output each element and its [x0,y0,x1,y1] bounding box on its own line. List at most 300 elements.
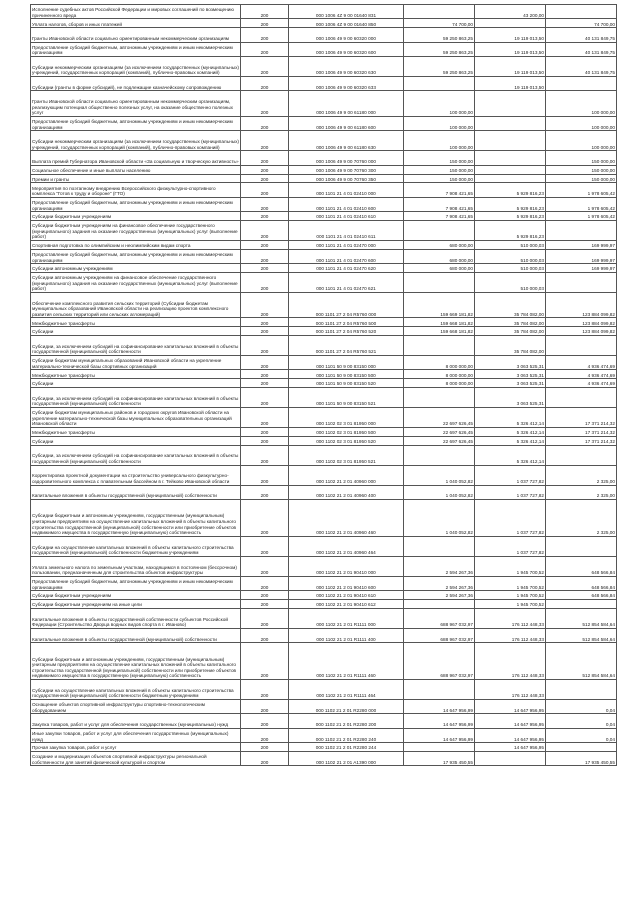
row-unexecuted-cell: 1 978 605,42 [546,212,617,221]
row-name-cell: Прочая закупка товаров, работ и услуг [31,743,241,752]
row-name-cell: Субсидии бюджетам муниципальных районов и городских округов Ивановской области на укрепление материально-технической базы муниципальных образовательных организаций Ивановской области [31,408,241,428]
row-executed-cell [475,751,546,765]
table-row [31,42,617,56]
budget-execution-table [30,4,617,766]
row-unexecuted-cell: 74 700,00 [546,19,617,28]
row-classification-code-cell: 000 1006 49 9 00 61180 000 [289,91,404,117]
row-executed-cell [475,165,546,174]
row-classification-code-cell: 000 1101 21 4 01 02470 000 [289,240,404,249]
row-executed-cell: 1 945 700,52 [475,556,546,576]
table-row [31,608,617,628]
row-name-cell: Спортивная подготовка по олимпийским и неолимпийским видам спорта [31,240,241,249]
row-classification-code-cell: 000 1101 21 4 01 02410 600 [289,197,404,211]
table-row [31,165,617,174]
row-classification-code-cell: 000 1102 21 2 01 R1111 460 [289,643,404,680]
row-classification-code-cell: 000 1101 21 4 01 02410 000 [289,183,404,197]
table-row [31,643,617,680]
row-code-cell: 200 [241,5,289,19]
row-unexecuted-cell: 169 999,97 [546,240,617,249]
row-code-cell: 200 [241,212,289,221]
row-name-cell: Субсидии [31,379,241,388]
row-code-cell: 200 [241,151,289,165]
row-code-cell: 200 [241,174,289,183]
row-classification-code-cell: 000 1102 21 2 01 90410 000 [289,556,404,576]
row-name-cell: Капитальные вложения в объекты государственной собственности субъектов Российской Федерации (Строительство Дворца водных видов спорта в г. Иваново) [31,608,241,628]
table-row [31,388,617,408]
row-unexecuted-cell: 0,04 [546,700,617,714]
row-classification-code-cell: 000 1102 21 2 01 40960 460 [289,500,404,537]
row-name-cell: Субсидии бюджетным учреждениям [31,591,241,600]
table-row [31,56,617,76]
row-code-cell: 200 [241,728,289,742]
row-approved-cell: 680 000,00 [404,249,475,263]
row-code-cell: 200 [241,591,289,600]
table-row [31,628,617,642]
row-code-cell: 200 [241,600,289,609]
row-name-cell: Субсидии [31,436,241,445]
row-name-cell: Гранты Ивановской области социально ориентированным некоммерческим организациям [31,28,241,42]
row-unexecuted-cell [546,336,617,356]
row-executed-cell: 510 000,03 [475,272,546,292]
row-approved-cell: 8 000 000,00 [404,356,475,370]
row-executed-cell: 35 784 082,00 [475,292,546,318]
row-executed-cell [475,19,546,28]
row-classification-code-cell: 000 1102 21 2 01 40960 464 [289,536,404,556]
row-name-cell: Закупка товаров, работ и услуг для обеспечения государственных (муниципальных) нужд [31,714,241,728]
table-row [31,700,617,714]
row-approved-cell [404,680,475,700]
row-classification-code-cell: 000 1102 21 2 01 R1111 000 [289,608,404,628]
row-name-cell: Субсидии бюджетным учреждениям [31,212,241,221]
row-code-cell: 200 [241,56,289,76]
row-classification-code-cell: 000 1101 27 2 04 R5760 520 [289,327,404,336]
row-classification-code-cell: 000 1102 21 2 01 R2280 240 [289,728,404,742]
row-executed-cell: 3 063 525,31 [475,356,546,370]
row-code-cell: 200 [241,91,289,117]
row-name-cell: Субсидии, за исключением субсидий на софинансирование капитальных вложений в объекты государственной (муниципальной) собственности [31,445,241,465]
table-row [31,428,617,437]
row-classification-code-cell: 000 1006 49 9 00 60320 600 [289,42,404,56]
row-code-cell: 200 [241,628,289,642]
row-classification-code-cell: 000 1101 27 2 04 R5760 521 [289,336,404,356]
row-code-cell: 200 [241,576,289,590]
row-classification-code-cell: 000 1006 49 9 00 70760 350 [289,174,404,183]
table-row [31,91,617,117]
table-body [31,5,617,766]
row-executed-cell: 176 112 448,33 [475,628,546,642]
row-code-cell: 200 [241,388,289,408]
row-executed-cell: 5 326 412,14 [475,408,546,428]
row-unexecuted-cell: 17 371 214,32 [546,428,617,437]
row-code-cell: 200 [241,220,289,240]
row-unexecuted-cell: 40 131 849,75 [546,28,617,42]
row-code-cell: 200 [241,370,289,379]
row-unexecuted-cell: 150 000,00 [546,165,617,174]
row-approved-cell: 59 250 863,25 [404,56,475,76]
row-classification-code-cell: 000 1101 50 9 00 83150 000 [289,356,404,370]
table-row [31,445,617,465]
row-name-cell: Субсидии некоммерческим организациям (за исключением государственных (муниципальных) учреждений, государственных корпораций (компаний), публично-правовых компаний) [31,56,241,76]
row-classification-code-cell: 000 1102 02 3 01 81950 500 [289,428,404,437]
row-code-cell: 200 [241,465,289,485]
row-unexecuted-cell: 512 854 584,64 [546,608,617,628]
row-approved-cell: 22 697 626,45 [404,436,475,445]
row-approved-cell: 22 697 626,45 [404,408,475,428]
row-classification-code-cell: 000 1101 27 2 04 R5760 000 [289,292,404,318]
row-name-cell: Выплата премий Губернатора Ивановской области «За социальную и творческую активность» [31,151,241,165]
table-row [31,28,617,42]
row-approved-cell: 17 935 450,55 [404,751,475,765]
row-approved-cell [404,743,475,752]
table-row [31,220,617,240]
row-unexecuted-cell: 2 325,00 [546,485,617,499]
row-executed-cell: 35 784 082,00 [475,327,546,336]
row-approved-cell: 2 594 267,36 [404,591,475,600]
row-classification-code-cell: 000 1006 49 9 00 70760 000 [289,151,404,165]
row-approved-cell [404,5,475,19]
row-unexecuted-cell: 169 999,97 [546,249,617,263]
row-name-cell: Уплата налогов, сборов и иных платежей [31,19,241,28]
row-approved-cell [404,76,475,90]
row-name-cell: Межбюджетные трансферты [31,370,241,379]
table-row [31,751,617,765]
row-executed-cell: 5 929 816,23 [475,183,546,197]
row-classification-code-cell: 000 1006 49 9 00 60320 000 [289,28,404,42]
row-executed-cell: 5 929 816,23 [475,220,546,240]
row-name-cell: Субсидии автономным учреждениям [31,264,241,273]
row-code-cell: 200 [241,327,289,336]
row-unexecuted-cell [546,5,617,19]
row-approved-cell: 7 908 421,65 [404,183,475,197]
row-executed-cell: 1 037 727,82 [475,500,546,537]
row-classification-code-cell: 000 1102 21 2 01 R1111 464 [289,680,404,700]
row-unexecuted-cell: 1 978 605,42 [546,197,617,211]
row-code-cell: 200 [241,556,289,576]
row-executed-cell: 510 000,03 [475,264,546,273]
row-approved-cell: 150 000,00 [404,151,475,165]
row-classification-code-cell: 000 1006 49 9 00 61180 600 [289,116,404,130]
row-approved-cell: 7 908 421,65 [404,197,475,211]
row-name-cell: Премии и гранты [31,174,241,183]
row-code-cell: 200 [241,608,289,628]
row-classification-code-cell: 000 1102 02 3 01 81950 000 [289,408,404,428]
row-classification-code-cell: 000 1101 50 9 00 83150 520 [289,379,404,388]
row-approved-cell [404,445,475,465]
row-name-cell: Субсидии бюджетным и автономным учреждениям, государственным (муниципальным) унитарным предприятиям на осуществление капитальных вложений в объекты капитального строительства государственной (муниципальной) собственности или приобретение объектов недвижимого имущества в государственную (муниципальную) собственность [31,643,241,680]
row-classification-code-cell: 000 1101 21 4 01 02470 600 [289,249,404,263]
budget-table-page [30,4,616,766]
row-name-cell: Иные закупки товаров, работ и услуг для обеспечения государственных (муниципальных) нужд [31,728,241,742]
row-executed-cell: 35 784 082,00 [475,336,546,356]
table-row [31,356,617,370]
row-classification-code-cell: 000 1102 02 3 01 81950 520 [289,436,404,445]
row-approved-cell: 159 668 181,82 [404,327,475,336]
row-approved-cell: 7 908 421,65 [404,212,475,221]
row-executed-cell: 5 326 412,14 [475,445,546,465]
row-classification-code-cell: 000 1101 27 2 04 R5760 500 [289,318,404,327]
row-executed-cell: 19 119 013,50 [475,56,546,76]
row-executed-cell: 19 119 013,50 [475,28,546,42]
row-executed-cell: 1 037 727,82 [475,465,546,485]
row-name-cell: Исполнение судебных актов Российской Федерации и мировых соглашений по возмещению причиненного вреда [31,5,241,19]
row-executed-cell: 5 929 816,23 [475,212,546,221]
row-classification-code-cell: 000 1102 21 2 01 R2280 000 [289,700,404,714]
row-unexecuted-cell: 100 000,00 [546,91,617,117]
row-unexecuted-cell: 17 371 214,32 [546,408,617,428]
row-approved-cell: 74 700,00 [404,19,475,28]
row-name-cell: Корректировка проектной документации на строительство универсального физкультурно-оздоровительного комплекса с плавательным бассейном в г. Тейково Ивановской области [31,465,241,485]
row-unexecuted-cell [546,445,617,465]
row-code-cell: 200 [241,42,289,56]
row-classification-code-cell: 000 1102 21 2 01 R1111 400 [289,628,404,642]
row-name-cell: Субсидии бюджетным учреждениям на финансовое обеспечение государственного (муниципального) задания на оказание государственных (муниципальных) услуг (выполнение работ) [31,220,241,240]
row-unexecuted-cell: 4 936 474,69 [546,379,617,388]
row-name-cell: Субсидии (гранты в форме субсидий), не подлежащие казначейскому сопровождению [31,76,241,90]
table-row [31,714,617,728]
row-approved-cell: 680 000,00 [404,264,475,273]
row-code-cell: 200 [241,197,289,211]
row-classification-code-cell: 000 1102 21 2 01 R2280 244 [289,743,404,752]
row-classification-code-cell: 000 1101 21 4 01 02470 621 [289,272,404,292]
row-classification-code-cell: 000 1006 49 9 00 60320 630 [289,56,404,76]
row-name-cell: Субсидии бюджетным и автономным учреждениям, государственным (муниципальным) унитарным предприятиям на осуществление капитальных вложений в объекты капитального строительства государственной (муниципальной) собственности или приобретение объектов недвижимого имущества в государственную (муниципальную) собственность [31,500,241,537]
row-unexecuted-cell: 123 884 099,82 [546,327,617,336]
row-code-cell: 200 [241,743,289,752]
row-approved-cell: 1 040 052,82 [404,500,475,537]
row-executed-cell [475,174,546,183]
row-code-cell: 200 [241,116,289,130]
row-unexecuted-cell [546,76,617,90]
row-name-cell: Создание и модернизация объектов спортивной инфраструктуры региональной собственности для занятий физической культурой и спортом [31,751,241,765]
row-unexecuted-cell: 4 936 474,69 [546,370,617,379]
row-approved-cell [404,536,475,556]
row-executed-cell [475,131,546,151]
row-code-cell: 200 [241,485,289,499]
row-code-cell: 200 [241,379,289,388]
row-code-cell: 200 [241,714,289,728]
row-executed-cell: 1 037 727,82 [475,536,546,556]
row-executed-cell: 19 119 013,50 [475,42,546,56]
table-row [31,174,617,183]
table-row [31,131,617,151]
table-row [31,272,617,292]
row-approved-cell: 159 668 181,82 [404,318,475,327]
row-approved-cell: 1 040 052,82 [404,485,475,499]
row-approved-cell: 100 000,00 [404,116,475,130]
table-row [31,680,617,700]
row-unexecuted-cell: 512 854 584,64 [546,628,617,642]
table-row [31,327,617,336]
row-approved-cell: 688 967 032,97 [404,643,475,680]
row-classification-code-cell: 000 1102 21 2 01 90410 600 [289,576,404,590]
row-classification-code-cell: 000 1102 21 2 01 A1390 000 [289,751,404,765]
row-approved-cell: 150 000,00 [404,165,475,174]
row-name-cell: Субсидии на осуществление капитальных вложений в объекты капитального строительства государственной (муниципальной) собственности бюджетным учреждениям [31,536,241,556]
row-name-cell: Капитальные вложения в объекты государственной (муниципальной) собственности [31,628,241,642]
row-executed-cell: 1 945 700,52 [475,600,546,609]
row-code-cell: 200 [241,292,289,318]
row-unexecuted-cell: 17 371 214,32 [546,436,617,445]
row-classification-code-cell: 000 1101 21 4 01 02470 620 [289,264,404,273]
row-code-cell: 200 [241,436,289,445]
table-row [31,436,617,445]
row-name-cell: Предоставление субсидий бюджетным, автономным учреждениям и иным некоммерческим организациям [31,249,241,263]
row-unexecuted-cell: 0,04 [546,728,617,742]
row-classification-code-cell: 000 1006 49 9 00 70760 300 [289,165,404,174]
row-name-cell: Капитальные вложения в объекты государственной (муниципальной) собственности [31,485,241,499]
row-unexecuted-cell: 150 000,00 [546,174,617,183]
row-unexecuted-cell: 100 000,00 [546,131,617,151]
row-unexecuted-cell: 2 325,00 [546,465,617,485]
row-executed-cell: 1 037 727,82 [475,485,546,499]
row-executed-cell: 14 647 956,95 [475,728,546,742]
table-row [31,116,617,130]
row-approved-cell: 59 250 863,25 [404,28,475,42]
row-executed-cell: 3 063 525,31 [475,388,546,408]
row-executed-cell: 3 063 525,31 [475,370,546,379]
row-unexecuted-cell [546,272,617,292]
table-row [31,76,617,90]
row-name-cell: Субсидии бюджетам муниципальных образований Ивановской области на укрепление материально-технической базы спортивных организаций [31,356,241,370]
row-name-cell: Субсидии [31,327,241,336]
row-unexecuted-cell: 648 566,84 [546,556,617,576]
row-code-cell: 200 [241,272,289,292]
row-name-cell: Уплата земельного налога по земельным участкам, находящимся в постоянном (бессрочном) пользовании, предназначенным для строительства объектов инфраструктуры [31,556,241,576]
row-code-cell: 200 [241,249,289,263]
row-executed-cell: 35 784 082,00 [475,318,546,327]
table-row [31,728,617,742]
row-code-cell: 200 [241,751,289,765]
row-classification-code-cell: 000 1102 21 2 01 R2280 200 [289,714,404,728]
row-approved-cell [404,336,475,356]
table-row [31,264,617,273]
row-code-cell: 200 [241,76,289,90]
row-classification-code-cell: 000 1102 02 3 01 81950 521 [289,445,404,465]
row-executed-cell: 510 000,03 [475,249,546,263]
row-unexecuted-cell: 17 935 450,55 [546,751,617,765]
row-name-cell: Субсидии, за исключением субсидий на софинансирование капитальных вложений в объекты государственной (муниципальной) собственности [31,336,241,356]
row-executed-cell: 176 112 448,33 [475,608,546,628]
row-approved-cell: 2 594 267,36 [404,556,475,576]
row-name-cell: Субсидии на осуществление капитальных вложений в объекты капитального строительства государственной (муниципальной) собственности бюджетным учреждениям [31,680,241,700]
row-executed-cell: 14 647 956,95 [475,714,546,728]
row-executed-cell: 14 647 956,95 [475,700,546,714]
row-approved-cell: 14 647 956,99 [404,728,475,742]
row-approved-cell: 159 669 181,82 [404,292,475,318]
table-row [31,556,617,576]
row-code-cell: 200 [241,356,289,370]
row-executed-cell: 5 326 412,14 [475,428,546,437]
row-name-cell: Предоставление субсидий бюджетным, автономным учреждениям и иным некоммерческим организациям [31,116,241,130]
row-approved-cell: 688 967 032,97 [404,628,475,642]
row-unexecuted-cell: 150 000,00 [546,151,617,165]
table-row [31,292,617,318]
row-name-cell: Межбюджетные трансферты [31,428,241,437]
row-executed-cell: 43 200,00 [475,5,546,19]
row-approved-cell: 1 040 052,82 [404,465,475,485]
row-approved-cell [404,388,475,408]
row-executed-cell: 14 647 956,95 [475,743,546,752]
table-row [31,536,617,556]
row-code-cell: 200 [241,240,289,249]
row-name-cell: Предоставление субсидий бюджетным, автономным учреждениям и иным некоммерческим организациям [31,42,241,56]
row-name-cell: Предоставление субсидий бюджетным, автономным учреждениям и иным некоммерческим организациям [31,576,241,590]
row-code-cell: 200 [241,19,289,28]
table-row [31,485,617,499]
row-classification-code-cell: 000 1102 21 2 01 90410 610 [289,591,404,600]
table-row [31,240,617,249]
row-name-cell: Мероприятия по поэтапному внедрению Всероссийского физкультурно-спортивного комплекса "Готов к труду и обороне" (ГТО) [31,183,241,197]
row-code-cell: 200 [241,500,289,537]
table-row [31,370,617,379]
table-row [31,19,617,28]
row-name-cell: Субсидии некоммерческим организациям (за исключением государственных (муниципальных) учреждений, государственных корпораций (компаний), публично-правовых компаний) [31,131,241,151]
row-code-cell: 200 [241,536,289,556]
row-approved-cell [404,272,475,292]
row-classification-code-cell: 000 1101 50 9 00 83150 521 [289,388,404,408]
row-unexecuted-cell: 2 325,00 [546,500,617,537]
row-approved-cell: 22 697 626,45 [404,428,475,437]
row-approved-cell: 8 000 000,00 [404,370,475,379]
row-name-cell: Оснащение объектов спортивной инфраструктуры спортивно-технологическим оборудованием [31,700,241,714]
row-classification-code-cell: 000 1102 21 2 01 40960 400 [289,485,404,499]
row-executed-cell: 1 945 700,52 [475,591,546,600]
row-unexecuted-cell [546,600,617,609]
row-name-cell: Обеспечение комплексного развития сельских территорий (Субсидии бюджетам муниципальных образований Ивановской области на реализацию проектов комплексного развития сельских территорий или сельских агломераций) [31,292,241,318]
row-executed-cell: 19 119 013,50 [475,76,546,90]
row-unexecuted-cell: 0,04 [546,714,617,728]
row-classification-code-cell: 000 1102 21 2 01 40960 000 [289,465,404,485]
row-code-cell: 200 [241,643,289,680]
table-row [31,318,617,327]
row-classification-code-cell: 000 1006 4Z 9 00 01640 850 [289,19,404,28]
row-approved-cell [404,600,475,609]
row-classification-code-cell: 000 1102 21 2 01 90410 612 [289,600,404,609]
row-approved-cell: 150 000,00 [404,174,475,183]
table-row [31,600,617,609]
table-row [31,336,617,356]
row-executed-cell: 176 112 448,33 [475,680,546,700]
row-code-cell: 200 [241,264,289,273]
row-code-cell: 200 [241,183,289,197]
row-code-cell: 200 [241,336,289,356]
row-unexecuted-cell: 100 000,00 [546,116,617,130]
row-executed-cell [475,151,546,165]
table-row [31,743,617,752]
row-name-cell: Социальное обеспечение и иные выплаты населению [31,165,241,174]
row-approved-cell: 100 000,00 [404,131,475,151]
table-row [31,465,617,485]
row-code-cell: 200 [241,680,289,700]
row-executed-cell [475,116,546,130]
row-classification-code-cell: 000 1006 49 9 00 61180 630 [289,131,404,151]
row-code-cell: 200 [241,428,289,437]
row-unexecuted-cell [546,388,617,408]
row-unexecuted-cell: 1 978 605,42 [546,183,617,197]
row-unexecuted-cell: 123 884 099,82 [546,292,617,318]
row-unexecuted-cell: 648 566,84 [546,576,617,590]
row-unexecuted-cell: 512 854 584,64 [546,643,617,680]
row-name-cell: Субсидии автономным учреждениям на финансовое обеспечение государственного (муниципального) задания на оказание государственных (муниципальных) услуг (выполнение работ) [31,272,241,292]
table-row [31,576,617,590]
row-executed-cell: 510 000,03 [475,240,546,249]
row-approved-cell [404,220,475,240]
row-code-cell: 200 [241,131,289,151]
row-unexecuted-cell [546,536,617,556]
row-name-cell: Межбюджетные трансферты [31,318,241,327]
row-code-cell: 200 [241,318,289,327]
row-code-cell: 200 [241,165,289,174]
